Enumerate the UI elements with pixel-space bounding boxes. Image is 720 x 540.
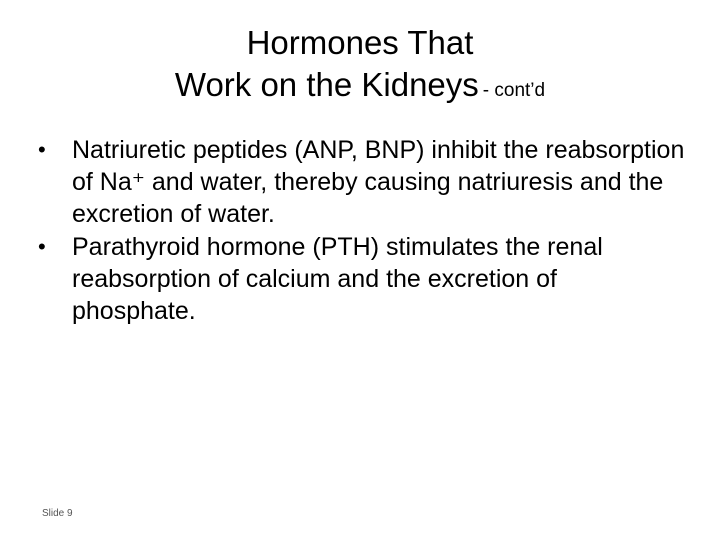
bullet-text: Parathyroid hormone (PTH) stimulates the renal reabsorption of calcium and the excretion of phosphate.	[72, 233, 603, 325]
slide-number: Slide 9	[42, 508, 73, 519]
bullet-item-natriuretic-peptides	[36, 134, 686, 230]
title-suffix: - cont’d	[482, 80, 546, 101]
bullet-marker-icon: •	[38, 234, 46, 259]
slide-title	[60, 22, 660, 112]
title-main-text: Work on the Kidneys	[174, 66, 479, 103]
bullet-list	[36, 134, 686, 328]
bullet-marker-icon: •	[38, 137, 46, 162]
bullet-text: Natriuretic peptides (ANP, BNP) inhibit the reabsorption of Na⁺ and water, thereby causing natriuresis and the excretion of water.	[72, 136, 685, 228]
title-line-2	[60, 64, 660, 112]
title-line-1: Hormones That	[246, 24, 474, 61]
bullet-item-parathyroid-hormone	[36, 231, 686, 327]
